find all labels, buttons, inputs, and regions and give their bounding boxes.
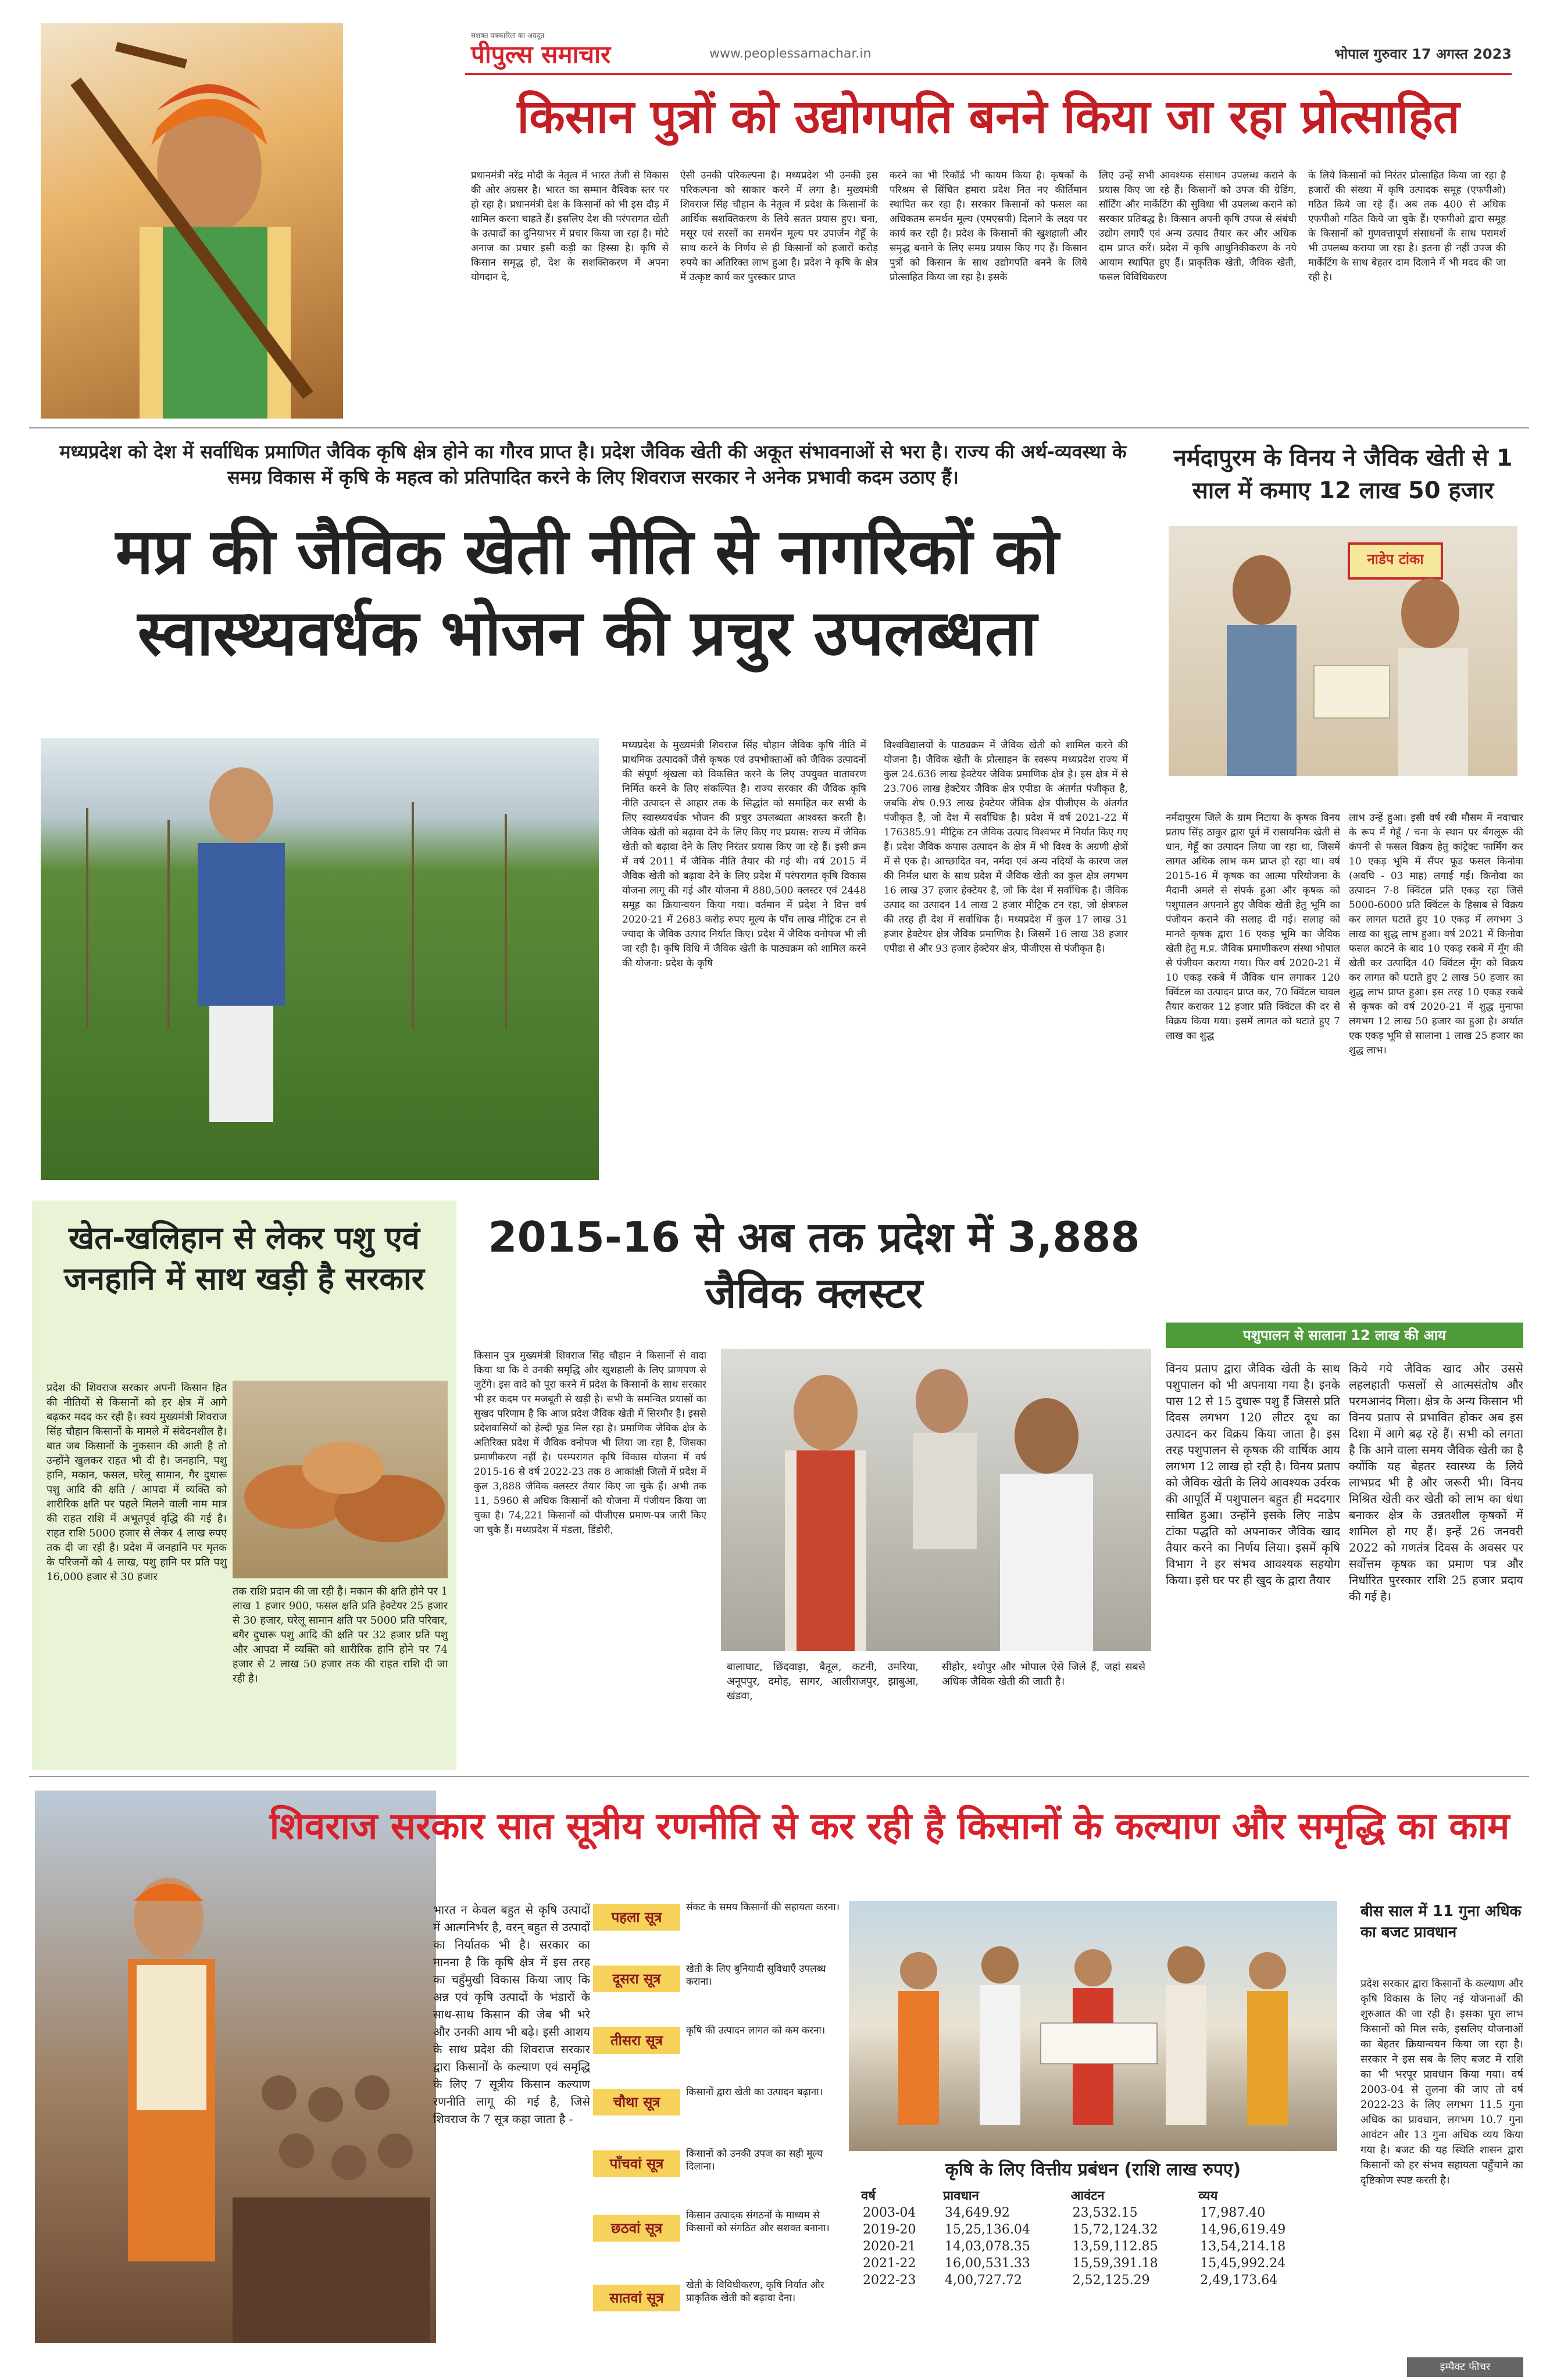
top-headline: किसान पुत्रों को उद्योगपति बनने किया जा रहा प्रोत्साहित	[517, 89, 1460, 144]
sutra-item	[593, 2024, 843, 2082]
table-row	[860, 2255, 1326, 2272]
table-cell: 2021-22	[863, 2256, 916, 2271]
sutra-text: किसान उत्पादक संगठनों के माध्यम से किसानों को संगठित और सशक्त बनाना।	[686, 2210, 830, 2234]
sutra-list	[593, 1901, 843, 2343]
cluster-caption-2: सीहोर, श्योपुर और भोपाल ऐसे जिले हैं, जहां सबसे अधिक जैविक खेती की जाती है।	[942, 1661, 1145, 1688]
masthead-rule	[465, 73, 1512, 75]
vinay-col-3: विनय प्रताप द्वारा जैविक खेती के साथ पशुपालन को भी अपनाया गया है। इनके पास 12 से 15 दुधारू पशु हैं जिससे प्रति दिवस लगभग 120 लीटर दूध का उत्पादन कर विक्रय किया जाता है। इस तरह पशुपालन से कृषक की वार्षिक आय लगभग 12 लाख हो रही है। विनय प्रताप को जैविक खेती के लिये आवश्यक उर्वरक की आपूर्ति में पशुपालन बहुत ही मददगार साबित हुआ। उन्होंने इसके लिए नाडेप टांका पद्धति को अपनाकर जैविक खाद तैयार करने का निर्णय लिया। इसमें कृषि विभाग ने हर संभव आवश्यक सहयोग किया। इसे घर पर ही खुद के द्वारा तैयार	[1166, 1361, 1340, 1587]
masthead-url[interactable]: www.peoplessamachar.in	[709, 47, 872, 61]
table-cell: 4,00,727.72	[944, 2273, 1022, 2288]
seven-headline: शिवराज सरकार सात सूत्रीय रणनीति से कर रही है किसानों के कल्याण और समृद्धि का काम	[269, 1805, 1510, 1848]
table-row	[860, 2221, 1326, 2238]
finance-table-block	[849, 2157, 1337, 2343]
table-cell: 15,25,136.04	[944, 2222, 1030, 2237]
vinay-band: पशुपालन से सालाना 12 लाख की आय	[1166, 1323, 1523, 1348]
table-cell: 2019-20	[863, 2222, 916, 2237]
vinay-headline: नर्मदापुरम के विनय ने जैविक खेती से 1 साल में कमाए 12 लाख 50 हजार	[1173, 445, 1513, 504]
masthead-tagline: सशक्त पत्रकारिता का अग्रदूत	[471, 31, 545, 40]
sutra-text: किसानों को उनकी उपज का सही मूल्य दिलाना।	[686, 2148, 823, 2172]
sutra-label: चौथा सूत्र	[593, 2089, 680, 2115]
vinay-col-2: लाभ उन्हें हुआ। इसी वर्ष रबी मौसम में नवाचार के रूप में गेहूँ / चना के स्थान पर बैंगलूरू की कंपनी से फसल विक्रय हेतु कांट्रेक्ट फार्मिंग कर 10 एकड़ भूमि में सैंपर फूड फसल किनोवा (अवधि - 03 माह) लगाई गई। किनोवा का उत्पादन 7-8 क्विंटल प्रति एकड़ रहा जिसे 5000-6000 प्रति क्विंटल के हिसाब से विक्रय कर लागत घटाते हुए 10 एकड़ में लगभग 3 लाख का शुद्ध लाभ हुआ। वर्ष 2021 में किनोवा फसल काटने के बाद 10 एकड़ रकबे में मूँग की खेती कर उत्पादित 40 क्विंटल मूँग को विक्रय कर लागत को घटाते हुए 2 लाख 50 हजार का शुद्ध लाभ प्राप्त हुआ। इस तरह 10 एकड़ रकबे से कृषक को वर्ष 2020-21 में शुद्ध मुनाफा लगभग 12 लाख 50 हजार का हुआ है। अर्थात एक एकड़ भूमि से सालाना 1 लाख 25 हजार का शुद्ध लाभ।	[1349, 812, 1523, 1056]
relief-box	[32, 1200, 456, 1770]
table-header-cell: आवंटन	[1070, 2188, 1105, 2203]
chief-minister-field-photo	[41, 738, 599, 1180]
table-row	[860, 2204, 1326, 2221]
sutra-item	[593, 1901, 843, 1959]
vinay-award-photo	[1169, 526, 1517, 776]
sutra-label: तीसरा सूत्र	[593, 2027, 680, 2054]
nadep-sign: नाडेप टांका	[1367, 551, 1424, 567]
sutra-item	[593, 2209, 843, 2273]
table-header-row	[860, 2186, 1326, 2204]
sutra-item	[593, 2086, 843, 2144]
table-cell: 14,96,619.49	[1200, 2222, 1286, 2237]
table-cell: 23,532.15	[1072, 2206, 1138, 2220]
organic-deck: मध्यप्रदेश को देश में सर्वाधिक प्रमाणित जैविक कृषि क्षेत्र होने का गौरव प्राप्त है। प्रदेश जैविक खेती की अकूत संभावनाओं से भरा है। राज्य की अर्थ-व्यवस्था के समग्र विकास में कृषि के महत्व को प्रतिपादित करने के लिए शिवराज सरकार ने अनेक प्रभावी कदम उठाए हैं।	[59, 441, 1127, 488]
table-cell: 17,987.40	[1200, 2206, 1266, 2220]
sutra-text: खेती के विविधीकरण, कृषि निर्यात और प्राकृतिक खेती को बढ़ावा देना।	[686, 2279, 824, 2304]
top-col-1: प्रधानमंत्री नरेंद्र मोदी के नेतृत्व में भारत तेजी से विकास की ओर अग्रसर है। भारत का सम्मान वैश्विक स्तर पर हो रहा है। प्रधानमंत्री देश के किसानों को भी इस दौड़ में शामिल करना चाहते हैं। इसलिए देश की परंपरागत खेती के उत्पादों का दुनियाभर में प्रचार किया जा रहा है। मोटे अनाज का प्रचार इसी कड़ी का हिस्सा है। कृषि से किसान समृद्ध हो, देश के सशक्तिकरण में अपना योगदान दे,	[471, 170, 669, 283]
budget-text: प्रदेश सरकार द्वारा किसानों के कल्याण और कृषि विकास के लिए नई योजनाओं की शुरुआत की जा रही है। इसका पूरा लाभ किसानों को मिल सके, इसलिए योजनाओं का बेहतर क्रियान्वयन किया जा रहा है। सरकार ने इस सब के लिए बजट में राशि का भी भरपूर प्रावधान किया गया। वर्ष 2003-04 से तुलना की जाए तो वर्ष 2022-23 के लिए लगभग 11.5 गुना अधिक का प्रावधान, लगभग 10.7 गुना आवंटन और 13 गुना अधिक व्यय किया गया है। बजट की यह स्थिति शासन द्वारा किसानों को हर संभव सहायता पहुँचाने का दृष्टिकोण स्पष्ट करती है।	[1360, 1978, 1523, 2186]
seven-intro: भारत न केवल बहुत से कृषि उत्पादों में आत्मनिर्भर है, वरन् बहुत से उत्पादों का निर्यातक भी है। सरकार का मानना है कि कृषि क्षेत्र में इस तरह का चहुँमुखी विकास किया जाए कि अन्न एवं कृषि उत्पादों के भंडारों के साथ-साथ किसान की जेब भी भरे और उनकी आय भी बढ़े। इसी आशय के साथ प्रदेश की शिवराज सरकार द्वारा किसानों के कल्याण एवं समृद्धि के लिए 7 सूत्रीय किसान कल्याण रणनीति लागू की गई है, जिसे शिवराज के 7 सूत्र कहा जाता है -	[433, 1903, 590, 2126]
sutra-text: संकट के समय किसानों की सहायता करना।	[686, 1902, 840, 1913]
top-col-3: करने का भी रिकॉर्ड भी कायम किया है। कृषकों के परिश्रम से सिंचित हमारा प्रदेश नित नए कीर्तिमान स्थापित कर रहा है। सरकार किसानों को फसल का अधिकतम समर्थन मूल्य (एमएसपी) दिलाने के लक्ष्य पर कार्य कर रही है। प्रदेश के किसानों की खुशहाली और समृद्ध बनाने के लिए समग्र प्रयास किए गए हैं। किसान पुत्रों को किसान के साथ उद्योगपति बनने के लिये प्रोत्साहित किया जा रहा है। इसके	[890, 170, 1087, 283]
organic-col-2: विश्वविद्यालयों के पाठ्यक्रम में जैविक खेती को शामिल करने की योजना है। जैविक खेती के प्रोत्साहन के स्वरूप मध्यप्रदेश राज्य में कुल 24.636 लाख हेक्टेयर जैविक प्रमाणिक क्षेत्र है। इस क्षेत्र में से 23.706 लाख हेक्टेयर जैविक क्षेत्र एपीडा के अंतर्गत पंजीकृत है, जबकि शेष 0.93 लाख हेक्टेयर जैविक क्षेत्र पीजीएस के अंतर्गत पंजीकृत है, जो देश में सर्वाधिक है। प्रदेश में वर्ष 2021-22 में 176385.91 मीट्रिक टन जैविक उत्पाद विश्वभर में निर्यात किए गए हैं। प्रदेश जैविक कपास उत्पादन के क्षेत्र में भी विश्व के अग्रणी क्षेत्रों में से एक है। आच्छादित वन, नर्मदा एवं अन्य नदियों के कारण जल की निर्मल धारा के साथ प्रदेश में जैविक खेती का कुल क्षेत्र लगभग 16 लाख 37 हजार हेक्टेयर है, जो कि देश में सर्वाधिक है। जैविक उत्पाद का उत्पादन 14 लाख 2 हजार मीट्रिक टन रहा, जो क्षेत्रफल की तरह ही देश में सर्वाधिक है। मध्यप्रदेश में कुल 17 लाख 31 हजार हेक्टेयर क्षेत्र जैविक प्रमाणिक है। जिसमें 16 लाख 38 हजार एपीडा से और 93 हजार हेक्टेयर क्षेत्र, पीजीएस से पंजीकृत है।	[884, 739, 1128, 955]
finance-table	[860, 2186, 1326, 2289]
cluster-caption-1: बालाघाट, छिंदवाड़ा, बैतूल, कटनी, उमरिया, अनूपपुर, दमोह, सागर, आलीराजपुर, झाबुआ, खंडवा,	[727, 1661, 919, 1702]
vinay-col-1: नर्मदापुरम जिले के ग्राम निटाया के कृषक विनय प्रताप सिंह ठाकुर द्वारा पूर्व में रासायनिक खेती से धान, गेहूँ का उत्पादन लिया जा रहा था, जिसमें लागत अधिक लाभ कम प्राप्त हो रहा था। वर्ष 2015-16 में कृषक का आत्मा परियोजना के मैदानी अमले से संपर्क हुआ और कृषक को पशुपालन अपनाने हुए जैविक खेती हेतु भूमि का पंजीयन कराने की सलाह दी गई। सलाह को मानते कृषक द्वारा 16 एकड़ भूमि का जैविक खेती हेतु म.प्र. जैविक प्रमाणीकरण संस्था भोपाल से पंजीयन कराया गया। फिर वर्ष 2020-21 में 10 एकड़ रकबे में जैविक धान लगाकर 120 क्विंटल का उत्पादन प्राप्त कर, 70 क्विंटल चावल तैयार कराकर 12 हजार प्रति क्विंटल की दर से विक्रय किया गया। इसमें लागत को घटाते हुए 7 लाख का शुद्ध	[1166, 812, 1340, 1042]
shivraj-rally-photo	[35, 1791, 436, 2343]
relief-headline: खेत-खलिहान से लेकर पशु एवं जनहानि में साथ खड़ी है सरकार	[64, 1220, 424, 1297]
sutra-label: छठवां सूत्र	[593, 2215, 680, 2242]
impact-feature-badge: इम्पैक्ट फीचर	[1407, 2357, 1523, 2377]
sutra-label: दूसरा सूत्र	[593, 1966, 680, 1992]
table-cell: 2,52,125.29	[1072, 2273, 1150, 2288]
sutra-text: कृषि की उत्पादन लागत को कम करना।	[686, 2025, 826, 2036]
table-cell: 2022-23	[863, 2273, 916, 2288]
top-col-4: लिए उन्हें सभी आवश्यक संसाधन उपलब्ध कराने के प्रयास किए जा रहे हैं। किसानों को उपज की ग्रेडिंग, सॉर्टिंग और मार्केटिंग की सुविधा भी उपलब्ध कराने को सरकार प्रतिबद्ध है। किसान अपनी कृषि उपज से संबंधी उद्योग लगाएँ एवं अन्य उत्पाद तैयार कर और अधिक दाम प्राप्त करें। प्रदेश में कृषि आधुनिकीकरण के नये आयाम स्थापित हुए हैं। प्राकृतिक खेती, जैविक खेती, फसल विविधिकरण	[1099, 170, 1297, 283]
modi-photo	[41, 23, 343, 419]
table-cell: 2003-04	[863, 2206, 916, 2220]
sutra-text: खेती के लिए बुनियादी सुविधाएँ उपलब्ध कराना।	[686, 1963, 826, 1988]
table-cell: 13,54,214.18	[1200, 2239, 1286, 2254]
table-row	[860, 2238, 1326, 2255]
table-cell: 15,59,391.18	[1072, 2256, 1158, 2271]
relief-right-text: तक राशि प्रदान की जा रही है। मकान की क्षति होने पर 1 लाख 1 हजार 900, फसल क्षति प्रति हेक्टेयर 25 हजार से 30 हजार, घरेलू सामान क्षति पर 5000 प्रति परिवार, बगैर दुधारू पशु आदि की क्षति पर 32 हजार प्रति पशु और आपदा में व्यक्ति को शारीरिक हानि होने पर 74 हजार से 2 लाख 50 हजार तक की राहत राशि दी जा रही है।	[233, 1585, 448, 1685]
cluster-headline: 2015-16 से अब तक प्रदेश में 3,888 जैविक क्लस्टर	[488, 1213, 1140, 1317]
cluster-photo	[721, 1349, 1151, 1651]
sutra-item	[593, 2279, 843, 2343]
top-col-2: ऐसी उनकी परिकल्पना है। मध्यप्रदेश भी उनकी इस परिकल्पना को साकार करने में लगा है। मुख्यमंत्री शिवराज सिंह चौहान के नेतृत्व में प्रदेश के किसानों के आर्थिक सशक्तिकरण के लिये सतत प्रयास हुए। चना, मसूर एवं सरसों का समर्थन मूल्य पर उपार्जन गेहूँ के साथ करने के निर्णय से ही किसानों को हजारों करोड़ रुपये का अतिरिक्त लाभ हुआ है। प्रदेश ने कृषि के क्षेत्र में उत्कृष्ट कार्य कर पुरस्कार प्राप्त	[680, 170, 878, 283]
table-cell: 15,45,992.24	[1200, 2256, 1286, 2271]
masthead-brand: पीपुल्स समाचार	[471, 40, 611, 69]
cattle-photo	[233, 1381, 448, 1578]
table-cell: 15,72,124.32	[1072, 2222, 1158, 2237]
sutra-label: सातवां सूत्र	[593, 2285, 680, 2311]
table-row	[860, 2272, 1326, 2289]
table-cell: 2020-21	[863, 2239, 916, 2254]
section-divider	[29, 427, 1529, 428]
vinay-col-4: किये गये जैविक खाद और उससे लहलहाती फसलों से आत्मसंतोष और परमआनंद मिला। क्षेत्र के अन्य किसान भी विनय प्रताप से प्रभावित होकर अब इस दिशा में आगे बढ़ रहे हैं। सभी को लगता है कि आने वाला समय जैविक खेती का है क्योंकि यह बेहतर स्वास्थ्य के लिये लाभप्रद भी है और जरूरी भी। विनय मिश्रित खेती कर खेती को लाभ का धंधा बनाकर क्षेत्र के उन्नतशील कृषकों में शामिल हो गए हैं। इन्हें 26 जनवरी 2022 को गणतंत्र दिवस के अवसर पर सर्वोत्तम कृषक का प्रमाण पत्र और निर्धारित पुरस्कार राशि 25 हजार प्रदाय की गई है।	[1349, 1361, 1523, 1603]
cluster-text: किसान पुत्र मुख्यमंत्री शिवराज सिंह चौहान ने किसानों से वादा किया था कि वे उनकी समृद्धि और खुशहाली के लिए प्राणपण से जुटेंगे। इस वादे को पूरा करने में प्रदेश के किसानों के साथ सरकार भी हर कदम पर मजबूती से खड़ी है। सभी के समन्वित प्रयासों का सुखद परिणाम है कि आज प्रदेश जैविक खेती में सिरमौर है। इससे प्रदेशवासियों को हेल्दी फूड मिल रहा है। प्रमाणिक जैविक क्षेत्र के अतिरिक्त प्रदेश में जैविक वनोपज भी लिया जा रहा है, जिसका प्रमाणीकरण नहीं है। परम्परागत कृषि विकास योजना में वर्ष 2015-16 से वर्ष 2022-23 तक 8 आकांक्षी जिलों में प्रदेश में कुल 3,888 जैविक क्लस्टर तैयार किए जा चुके हैं। अभी तक 11, 5960 से अधिक किसानों को योजना में पंजीयन किया जा चुका है। 74,221 किसानों को पीजीएस प्रमाण-पत्र जारी किए जा चुके हैं। मध्यप्रदेश में मंडला, डिंडोरी,	[474, 1350, 706, 1536]
sutra-text: किसानों द्वारा खेती का उत्पादन बढ़ाना।	[686, 2086, 823, 2098]
organic-col-1: मध्यप्रदेश के मुख्यमंत्री शिवराज सिंह चौहान जैविक कृषि नीति में प्राथमिक उत्पादकों जैसे कृषक एवं उपभोक्ताओं को जैविक उत्पादनों की संपूर्ण श्रृंखला को विकसित करने के लिए उपयुक्त वातावरण निर्मित करने के लिए संकल्पित है। राज्य सरकार की जैविक कृषि नीति उत्पादन से आहार तक के सिद्धांत को समाहित कर सभी के लिए स्वास्थ्यवर्धक भोजन की प्रचुर उपलब्धता आश्वस्त करती है। जैविक खेती को बढ़ावा देने के लिए किए गए प्रयास: राज्य में जैविक खेती को बढ़ावा देने के लिए निरंतर प्रयास किए जा रहे हैं। इसी क्रम में वर्ष 2011 में जैविक नीति तैयार की गई थी। वर्ष 2015 में जैविक खेती को बढ़ावा देने के लिए प्रदेश में परंपरागत कृषि विकास योजना लागू की गई और योजना में 880,500 क्लस्टर एवं 2448 समूह का क्रियान्वयन किया गया। वर्तमान में प्रदेश ने वित्त वर्ष 2020-21 में 2683 करोड़ रुपए मूल्य के पाँच लाख मीट्रिक टन से ज्यादा के जैविक उत्पाद निर्यात किए। प्रदेश में जैविक वनोपज भी ली जा रही है। कृषि विधि में जैविक खेती के पाठ्यक्रम को शामिल करने की योजना: प्रदेश के कृषि	[622, 739, 866, 969]
organic-headline: मप्र की जैविक खेती नीति से नागरिकों को स्वास्थ्यवर्धक भोजन की प्रचुर उपलब्धता	[115, 516, 1059, 670]
table-cell: 2,49,173.64	[1200, 2273, 1278, 2288]
masthead-dateline: भोपाल गुरुवार 17 अगस्त 2023	[1334, 46, 1512, 62]
section-divider-2	[29, 1776, 1529, 1777]
relief-narrow-text: प्रदेश की शिवराज सरकार अपनी किसान हित की नीतियों से किसानों को हर क्षेत्र में आगे बढ़कर मदद कर रही है। स्वयं मुख्यमंत्री शिवराज सिंह चौहान किसानों के मामले में संवेदनशील है। बात जब किसानों के नुकसान की आती है तो उन्होंने खुलकर राहत भी दी है। जनहानि, पशु हानि, मकान, फसल, घरेलू सामान, गैर दुधारू पशु आदि की क्षति / आपदा में व्यक्ति को शारीरिक क्षति पर पहले मिलने वाली नाम मात्र की राहत राशि में अभूतपूर्व वृद्धि की गई है। राहत राशि 5000 हजार से लेकर 4 लाख रुपए तक दी जा रही है। प्रदेश में जनहानि पर मृतक के परिजनों को 4 लाख, पशु हानि पर प्रति पशु 16,000 हजार से 30 हजार	[47, 1382, 227, 1583]
masthead	[465, 29, 1512, 76]
sutra-label: पहला सूत्र	[593, 1904, 680, 1931]
sutra-item	[593, 2147, 843, 2206]
table-header-cell: व्यय	[1198, 2188, 1218, 2203]
table-header-cell: प्रावधान	[942, 2188, 979, 2203]
table-header-cell: वर्ष	[861, 2188, 876, 2203]
sutra-label: पाँचवां सूत्र	[593, 2150, 680, 2177]
budget-headline: बीस साल में 11 गुना अधिक का बजट प्रावधान	[1360, 1903, 1522, 1941]
table-cell: 34,649.92	[944, 2206, 1010, 2220]
finance-table-title: कृषि के लिए वित्तीय प्रबंधन (राशि लाख रुपए)	[945, 2160, 1241, 2180]
top-col-5: के लिये किसानों को निरंतर प्रोत्साहित किया जा रहा है हजारों की संख्या में कृषि उत्पादक समूह (एफपीओ) गठित किये जा रहे हैं। अब तक 400 से अधिक एफपीओ गठित किये जा चुके हैं। एफपीओ द्वारा समूह के किसानों को गुणवत्तापूर्ण संसाधनों के साथ परामर्श भी उपलब्ध कराया जा रहा है। इतना ही नहीं उपज की मार्केटिंग के साथ बेहतर दाम दिलाने में भी मदद की जा रही है।	[1308, 170, 1506, 283]
farmers-felicitation-photo	[849, 1901, 1337, 2151]
sutra-item	[593, 1963, 843, 2021]
table-cell: 13,59,112.85	[1072, 2239, 1158, 2254]
table-cell: 16,00,531.33	[944, 2256, 1030, 2271]
table-cell: 14,03,078.35	[944, 2239, 1030, 2254]
